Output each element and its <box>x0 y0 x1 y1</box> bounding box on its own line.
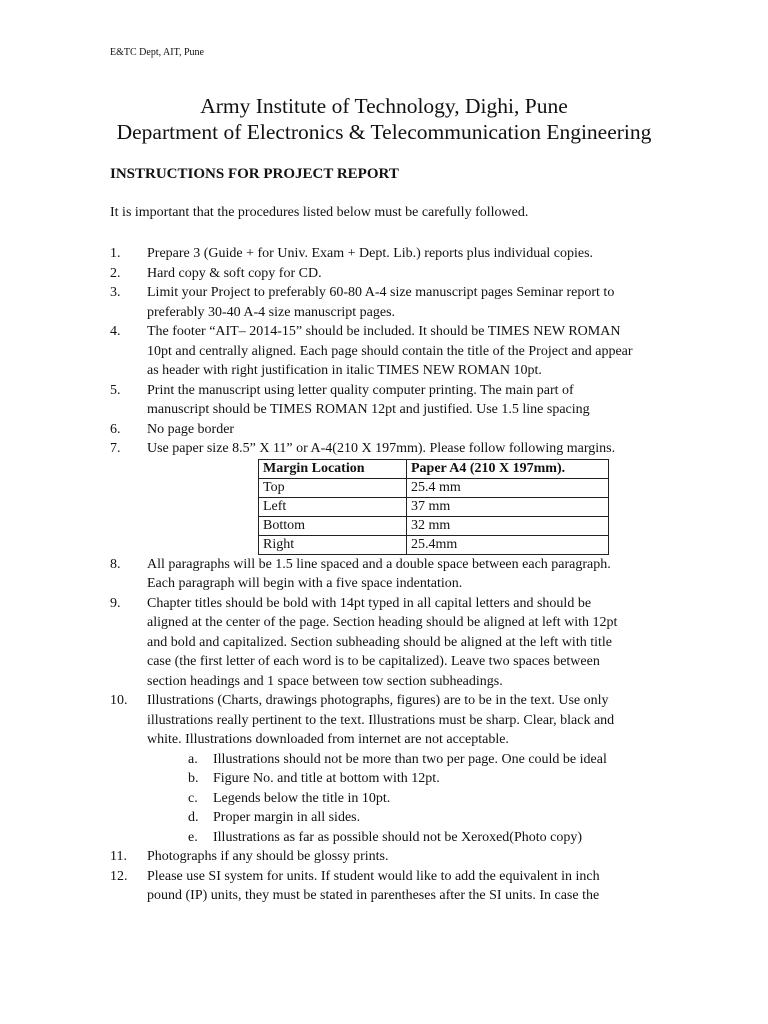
list-item <box>110 264 710 284</box>
sub-list-letter: d. <box>188 810 199 825</box>
table-cell: 37 mm <box>407 497 609 516</box>
table-row <box>259 516 609 535</box>
list-item-text <box>147 847 710 867</box>
list-item-line: Each paragraph will begin with a five space indentation. <box>147 576 463 591</box>
list-item <box>110 322 710 381</box>
table-cell: Top <box>259 478 407 497</box>
sub-list-item <box>110 789 710 809</box>
running-header: E&TC Dept, AIT, Pune <box>110 47 204 58</box>
list-item-line: Chapter titles should be bold with 14pt typed in all capital letters and should be <box>147 595 592 611</box>
list-item-text <box>147 264 710 284</box>
list-item-number: 6. <box>110 421 121 437</box>
table-cell: Bottom <box>259 516 407 535</box>
list-item-line: Photographs if any should be glossy prints. <box>147 849 389 864</box>
list-item-line: Print the manuscript using letter quality computer printing. The main part of <box>147 382 574 398</box>
list-item <box>110 244 710 264</box>
list-item <box>110 381 710 420</box>
table-cell: Right <box>259 535 407 554</box>
list-item <box>110 847 710 867</box>
sub-list-item <box>110 828 710 848</box>
intro-paragraph: It is important that the procedures listed below must be carefully followed. <box>110 205 529 220</box>
list-item-line: preferably 30-40 A-4 size manuscript pages. <box>147 304 396 320</box>
list-item-line: aligned at the center of the page. Section heading should be aligned at left with 12pt <box>147 615 618 630</box>
list-item <box>110 867 710 906</box>
list-item-number: 9. <box>110 595 121 611</box>
list-item-line: manuscript should be TIMES ROMAN 12pt and justified. Use 1.5 line spacing <box>147 402 590 417</box>
list-item-text <box>147 691 710 750</box>
department-title: Department of Electronics & Telecommunication Engineering <box>116 120 652 144</box>
list-item-text <box>147 244 710 264</box>
table-header-row <box>259 459 609 478</box>
list-item-line: 10pt and centrally aligned. Each page should contain the title of the Project and appear <box>147 343 633 359</box>
list-item-line: Hard copy & soft copy for CD. <box>147 265 322 281</box>
table-row <box>259 535 609 554</box>
list-item-number: 11. <box>110 849 127 864</box>
list-item-text <box>147 555 710 594</box>
margin-table <box>258 459 609 555</box>
list-item-line: Use paper size 8.5” X 11” or A-4(210 X 197mm). Please follow following margins. <box>147 441 616 456</box>
instruction-list <box>110 244 710 906</box>
list-item-line: white. Illustrations downloaded from internet are not acceptable. <box>147 732 509 747</box>
list-item <box>110 283 710 322</box>
list-item-number: 2. <box>110 265 121 281</box>
list-item-line: case (the first letter of each word is to be capitalized). Leave two spaces between <box>147 654 600 669</box>
list-item-line: Limit your Project to preferably 60-80 A-4 size manuscript pages Seminar report to <box>147 285 615 300</box>
list-item-number: 8. <box>110 556 121 572</box>
table-header-cell: Margin Location <box>259 459 407 478</box>
list-item-text <box>147 283 710 322</box>
list-item-line: Prepare 3 (Guide + for Univ. Exam + Dept. Lib.) reports plus individual copies. <box>147 246 594 261</box>
list-item-number: 5. <box>110 382 121 398</box>
table-cell: 25.4 mm <box>407 478 609 497</box>
list-item-line: illustrations really pertinent to the text. Illustrations must be sharp. Clear, black and <box>147 712 615 728</box>
list-item-line: All paragraphs will be 1.5 line spaced and a double space between each paragraph. <box>147 556 611 572</box>
list-item-line: and bold and capitalized. Section subheading should be aligned at the left with title <box>147 634 612 650</box>
sub-list-text: Illustrations as far as possible should not be Xeroxed(Photo copy) <box>213 829 582 845</box>
list-item-number: 12. <box>110 868 128 884</box>
sub-list-item <box>110 808 710 828</box>
list-item-text <box>147 867 710 906</box>
list-item-line: Please use SI system for units. If student would like to add the equivalent in inch <box>147 868 600 884</box>
list-item-number: 10. <box>110 693 128 708</box>
table-cell: Left <box>259 497 407 516</box>
list-item-line: section headings and 1 space between tow section subheadings. <box>147 673 503 689</box>
list-item-line: No page border <box>147 421 235 437</box>
sub-list-text: Figure No. and title at bottom with 12pt. <box>213 771 440 786</box>
list-item <box>110 439 710 459</box>
sub-list-letter: b. <box>188 771 199 786</box>
table-row <box>259 478 609 497</box>
list-item-line: pound (IP) units, they must be stated in parentheses after the SI units. In case the <box>147 888 600 903</box>
table-header-cell: Paper A4 (210 X 197mm). <box>407 459 609 478</box>
sub-list-text: Legends below the title in 10pt. <box>213 790 391 806</box>
sub-list-text: Proper margin in all sides. <box>213 810 361 825</box>
sub-list-item <box>110 750 710 770</box>
table-cell: 32 mm <box>407 516 609 535</box>
list-item <box>110 555 710 594</box>
sub-list-item <box>110 769 710 789</box>
list-item-number: 1. <box>110 246 121 261</box>
list-item <box>110 691 710 750</box>
list-item-text <box>147 439 710 459</box>
list-item <box>110 420 710 440</box>
list-item-text <box>147 420 710 440</box>
sub-list-letter: c. <box>188 790 198 806</box>
list-item <box>110 594 710 692</box>
list-item-line: The footer “AIT– 2014-15” should be included. It should be TIMES NEW ROMAN <box>147 324 621 339</box>
sub-list-text: Illustrations should not be more than two per page. One could be ideal <box>213 751 607 767</box>
institute-title: Army Institute of Technology, Dighi, Pune <box>200 94 568 118</box>
sub-list-letter: a. <box>188 751 198 767</box>
table-row <box>259 497 609 516</box>
list-item-number: 7. <box>110 441 121 456</box>
table-cell: 25.4mm <box>407 535 609 554</box>
sub-list-letter: e. <box>188 829 198 845</box>
list-item-number: 3. <box>110 285 121 300</box>
section-heading: INSTRUCTIONS FOR PROJECT REPORT <box>110 166 399 182</box>
list-item-text <box>147 381 710 420</box>
list-item-number: 4. <box>110 324 121 339</box>
list-item-text <box>147 322 710 381</box>
list-item-line: Illustrations (Charts, drawings photographs, figures) are to be in the text. Use only <box>147 693 609 708</box>
list-item-text <box>147 594 710 692</box>
list-item-line: as header with right justification in italic TIMES NEW ROMAN 10pt. <box>147 363 542 378</box>
